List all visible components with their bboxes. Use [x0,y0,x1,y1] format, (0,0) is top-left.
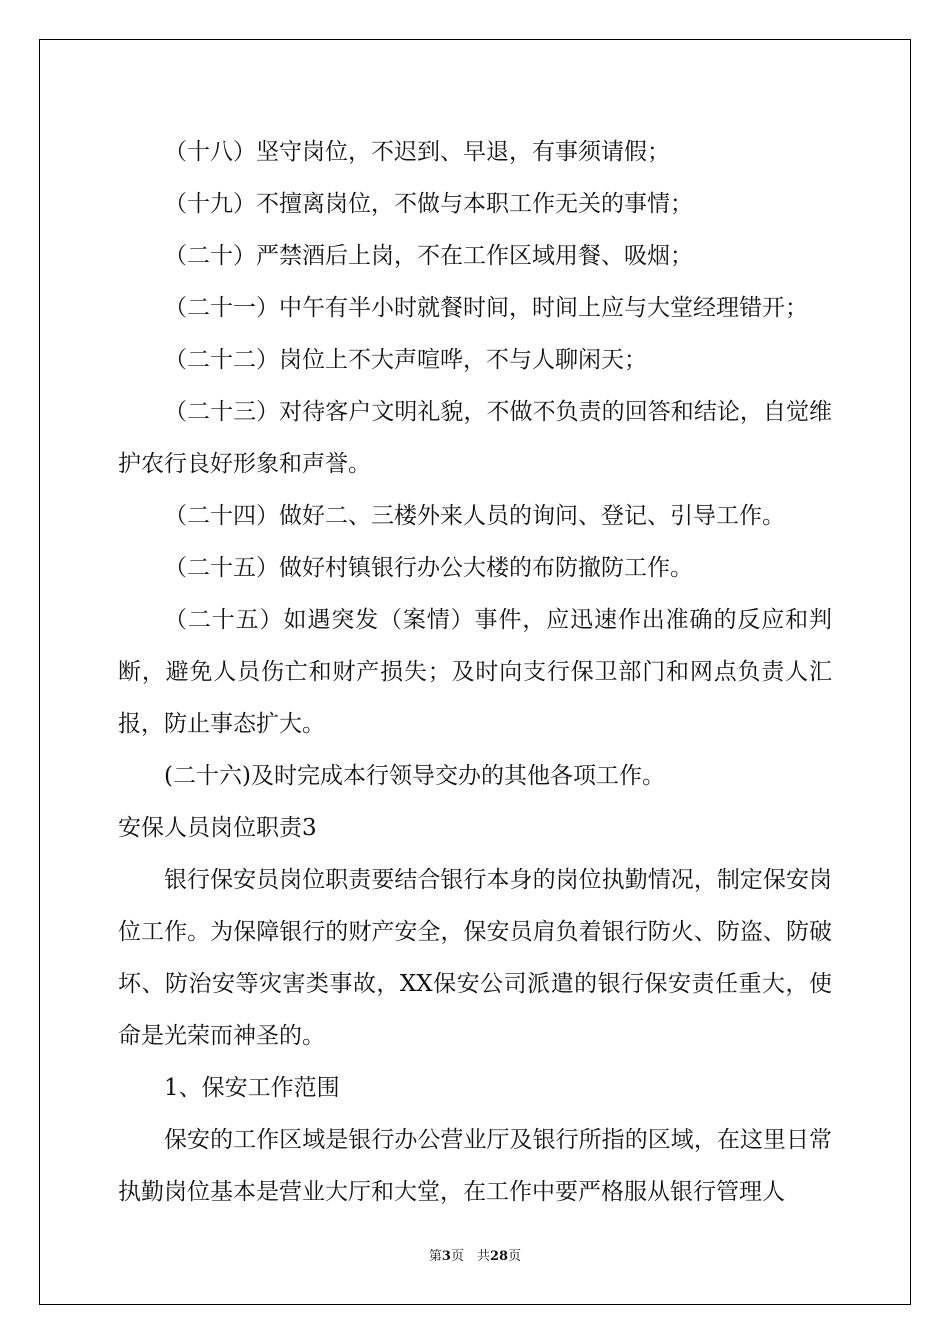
footer-suffix: 页 [508,1249,522,1264]
body-paragraph: （二十五）做好村镇银行办公大楼的布防撤防工作。 [164,555,693,581]
body-paragraph: 银行保安员岗位职责要结合银行本身的岗位执勤情况，制定保安岗位工作。为保障银行的财产安全，保安员肩负着银行防火、防盗、防破坏、防治安等灾害类事故，XX保安公司派遣的银行保安责任重大，使命是光荣而神圣的。 [118,867,832,1049]
body-paragraph: 1、保安工作范围 [164,1075,340,1101]
body-paragraph: （二十二）岗位上不大声喧哗，不与人聊闲天； [164,347,647,373]
body-paragraph: （十九）不擅离岗位，不做与本职工作无关的事情； [164,191,693,217]
page-footer [0,1245,950,1264]
footer-prefix: 第 [428,1249,442,1264]
document-body [118,126,832,1218]
total-page-count: 28 [489,1249,509,1264]
body-paragraph: （十八）坚守岗位，不迟到、早退，有事须请假； [164,139,670,165]
body-paragraph: (二十六)及时完成本行领导交办的其他各项工作。 [164,763,665,789]
body-paragraph: （二十）严禁酒后上岗，不在工作区域用餐、吸烟； [164,243,693,269]
body-paragraph: （二十三）对待客户文明礼貌，不做不负责的回答和结论，自觉维护农行良好形象和声誉。 [118,399,832,477]
current-page-number: 3 [441,1249,451,1264]
body-paragraph: （二十五）如遇突发（案情）事件，应迅速作出准确的反应和判断，避免人员伤亡和财产损失；及时向支行保卫部门和网点负责人汇报，防止事态扩大。 [118,607,832,737]
body-paragraph: （二十四）做好二、三楼外来人员的询问、登记、引导工作。 [164,503,785,529]
footer-mid: 页 共 [450,1249,490,1264]
body-paragraph: （二十一）中午有半小时就餐时间，时间上应与大堂经理错开； [164,295,808,321]
body-paragraph: 保安的工作区域是银行办公营业厅及银行所指的区域，在这里日常执勤岗位基本是营业大厅和大堂，在工作中要严格服从银行管理人 [118,1127,832,1205]
section-heading: 安保人员岗位职责3 [118,815,317,841]
